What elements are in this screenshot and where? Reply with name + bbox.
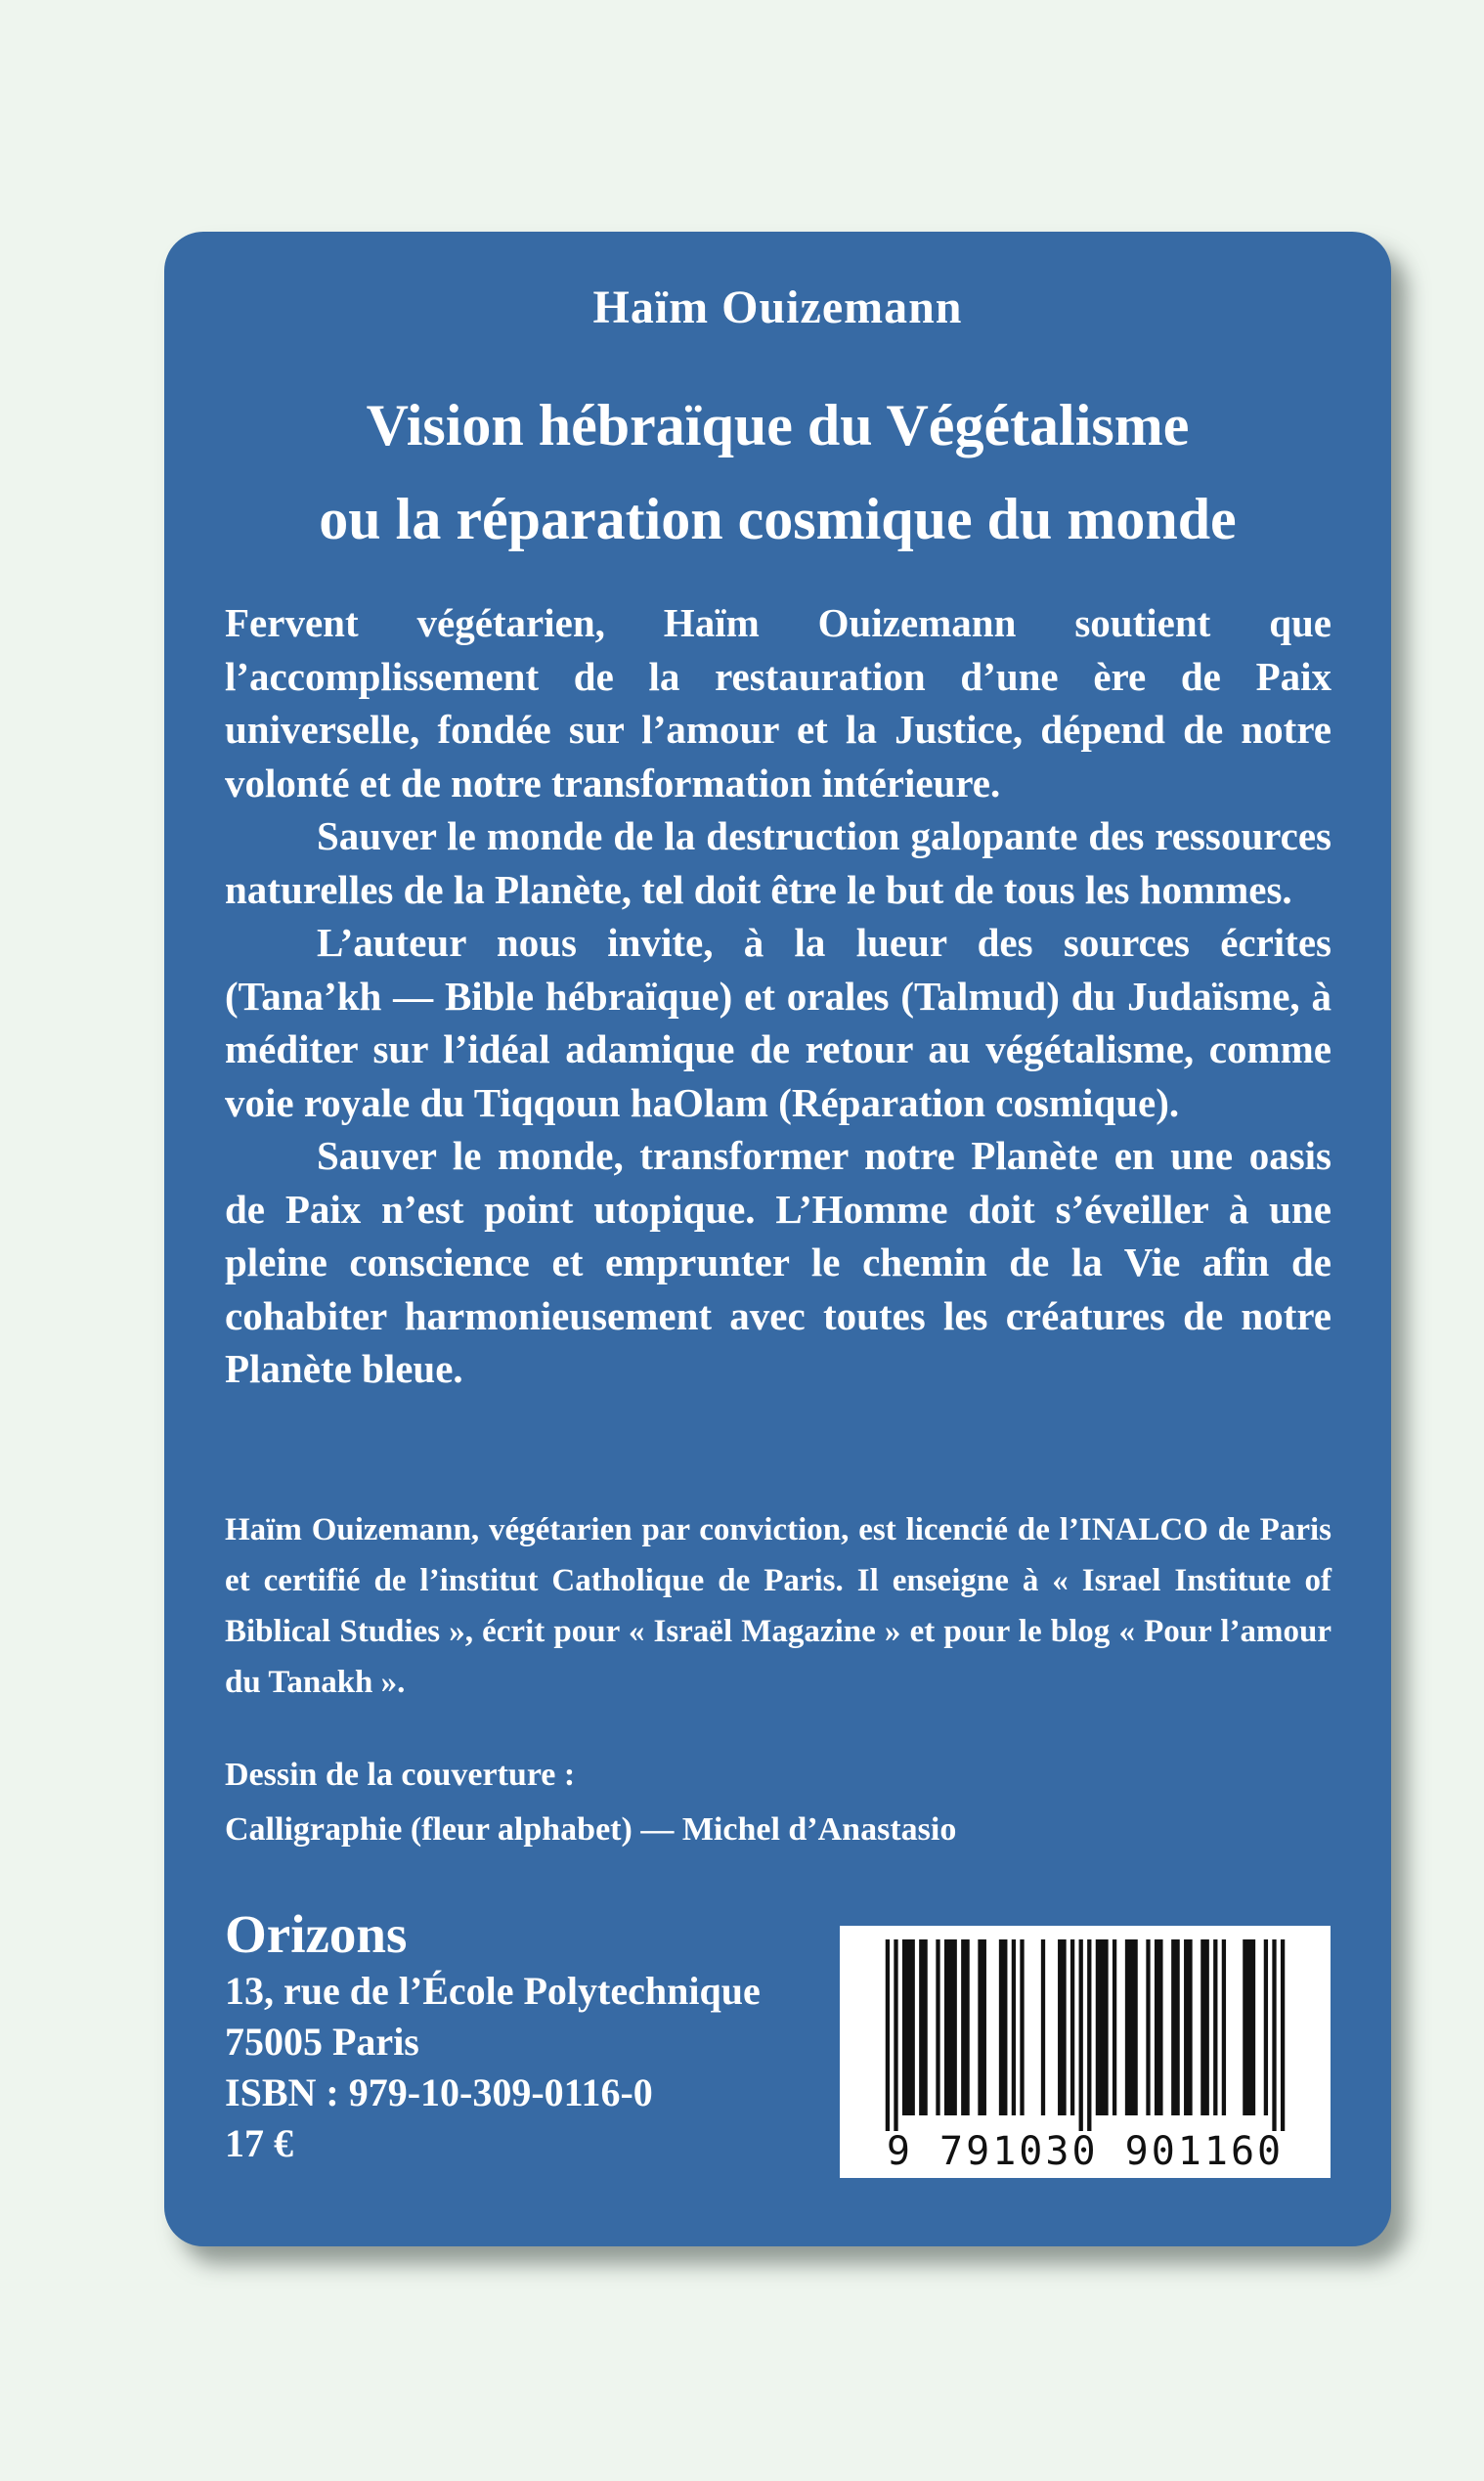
barcode-bar-7	[978, 1939, 986, 2115]
barcode-bar-1	[894, 1939, 897, 2131]
price: 17 €	[225, 2121, 293, 2165]
author-name: Haïm Ouizemann	[592, 282, 963, 333]
barcode-bar-29	[1281, 1939, 1285, 2131]
author-bio: Haïm Ouizemann, végétarien par conviction, est licencié de l’INALCO de Paris et certifié de l’institut Catholique de Paris. Il enseigne à « Israel Institute of Biblical Studies », écrit pour « Israël Magazine » et pour le blog « Pour l’amour du Tanakh ».	[225, 1512, 1331, 1700]
barcode-bar-8	[999, 1939, 1008, 2115]
barcode-bar-23	[1200, 1939, 1209, 2115]
barcode-digits: 9 791030 901160	[886, 2129, 1285, 2174]
barcode-bar-11	[1041, 1939, 1045, 2115]
barcode-bar-9	[1012, 1939, 1016, 2115]
title-line-1: Vision hébraïque du Végétalisme	[366, 393, 1190, 457]
barcode-bar-10	[1020, 1939, 1024, 2115]
publisher-city: 75005 Paris	[225, 2020, 419, 2064]
barcode-bar-0	[886, 1939, 890, 2131]
barcode-bar-20	[1155, 1939, 1163, 2115]
book-title	[164, 378, 1391, 566]
publisher-name: Orizons	[225, 1904, 408, 1964]
title-line-2: ou la réparation cosmique du monde	[319, 487, 1237, 551]
isbn: ISBN : 979-10-309-0116-0	[225, 2070, 653, 2114]
cover-credit-label: Dessin de la couverture :	[225, 1757, 576, 1793]
description	[225, 596, 1331, 1396]
barcode	[840, 1926, 1331, 2178]
barcode-bar-3	[919, 1939, 928, 2115]
barcode-bar-18	[1125, 1939, 1138, 2115]
barcode-bar-26	[1243, 1939, 1255, 2115]
description-paragraph-2: Sauver le monde de la destruction galopante des ressources naturelles de la Planète, tel doit être le but de tous les hommes.	[225, 813, 1331, 912]
barcode-bar-19	[1146, 1939, 1150, 2115]
cover-credit-value: Calligraphie (fleur alphabet) — Michel d’Anastasio	[225, 1811, 957, 1848]
barcode-bar-27	[1264, 1939, 1268, 2115]
barcode-bar-14	[1079, 1939, 1083, 2131]
barcode-bar-28	[1272, 1939, 1276, 2131]
barcode-bar-5	[944, 1939, 957, 2115]
barcode-bar-12	[1058, 1939, 1067, 2115]
barcode-bar-22	[1184, 1939, 1193, 2115]
barcode-bar-24	[1213, 1939, 1217, 2115]
back-cover-panel	[164, 232, 1391, 2246]
publisher-street: 13, rue de l’École Polytechnique	[225, 1969, 761, 2013]
barcode-bar-21	[1171, 1939, 1180, 2115]
publisher-block	[225, 1903, 761, 2169]
barcode-bar-2	[902, 1939, 915, 2115]
barcode-bar-13	[1070, 1939, 1074, 2115]
description-paragraph-4: Sauver le monde, transformer notre Planète en une oasis de Paix n’est point utopique. L’Homme doit s’éveiller à une pleine conscience et emprunter le chemin de la Vie afin de cohabiter harmonieusement avec toutes les créatures de notre Planète bleue.	[225, 1133, 1331, 1391]
barcode-bar-16	[1096, 1939, 1109, 2115]
cover-credit	[225, 1748, 1331, 1857]
description-paragraph-3: L’auteur nous invite, à la lueur des sources écrites (Tana’kh — Bible hébraïque) et orales (Talmud) du Judaïsme, à méditer sur l’idéal adamique de retour au végétalisme, comme voie royale du Tiqqoun haOlam (Réparation cosmique).	[225, 920, 1331, 1125]
barcode-bar-25	[1222, 1939, 1226, 2115]
barcode-bar-17	[1113, 1939, 1116, 2115]
barcode-bar-4	[936, 1939, 939, 2115]
description-paragraph-1: Fervent végétarien, Haïm Ouizemann soutient que l’accomplissement de la restauration d’une ère de Paix universelle, fondée sur l’amour et la Justice, dépend de notre volonté et de notre transformation intérieure.	[225, 600, 1331, 805]
barcode-bar-15	[1087, 1939, 1091, 2131]
barcode-bar-6	[961, 1939, 970, 2115]
